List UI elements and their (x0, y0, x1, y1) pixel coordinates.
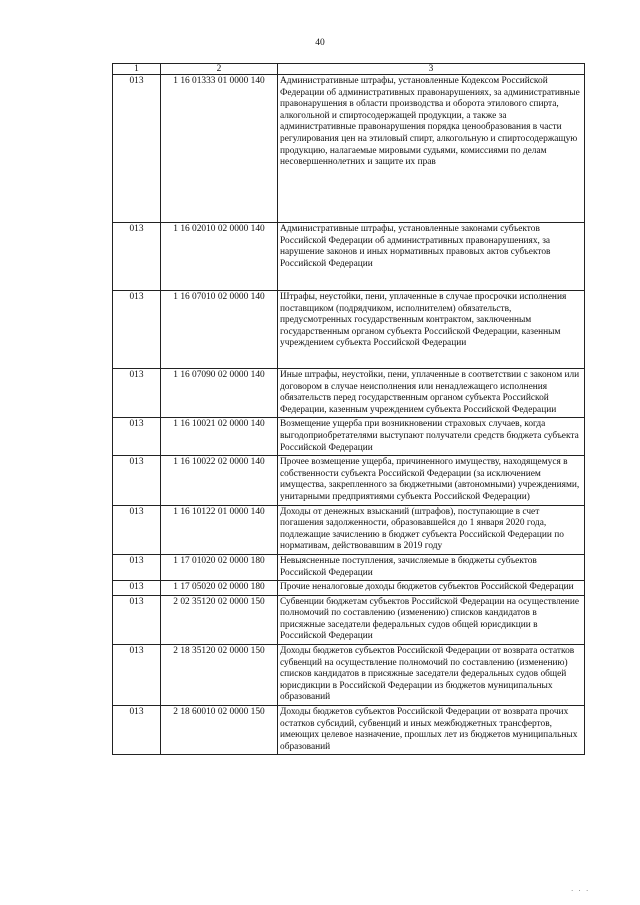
budget-code-cell: 1 16 07090 02 0000 140 (161, 369, 278, 418)
admin-code-cell: 013 (113, 581, 161, 596)
admin-code-cell: 013 (113, 369, 161, 418)
admin-code-cell: 013 (113, 456, 161, 505)
admin-code-cell: 013 (113, 223, 161, 291)
column-header-1: 1 (113, 64, 161, 75)
table-row (113, 505, 585, 554)
admin-code-cell: 013 (113, 706, 161, 755)
admin-code-cell: 013 (113, 645, 161, 706)
column-header-3: 3 (278, 64, 585, 75)
revenue-name-cell: Доходы бюджетов субъектов Российской Федерации от возврата остатков субвенций на осуществление полномочий по составлению (изменению) списков кандидатов в присяжные заседатели федеральных судов общей юрисдикции в Российской Федерации из бюджетов муниципальных образований (278, 645, 585, 706)
budget-code-cell: 1 17 01020 02 0000 180 (161, 554, 278, 580)
admin-code-cell: 013 (113, 291, 161, 369)
budget-code-cell: 1 16 10022 02 0000 140 (161, 456, 278, 505)
admin-code-cell: 013 (113, 505, 161, 554)
table-row (113, 554, 585, 580)
revenue-name-cell: Иные штрафы, неустойки, пени, уплаченные в соответствии с законом или договором в случае неисполнения или ненадлежащего исполнения обязательств перед государственным органом субъекта Российской Федерации, казенным учреждением субъекта Российской Федерации (278, 369, 585, 418)
admin-code-cell: 013 (113, 418, 161, 456)
table-row (113, 706, 585, 755)
table-header-row (113, 64, 585, 75)
table-row (113, 75, 585, 223)
revenue-name-cell: Доходы от денежных взысканий (штрафов), поступающие в счет погашения задолженности, образовавшейся до 1 января 2020 года, подлежащие зачислению в бюджет субъекта Российской Федерации по нормативам, действовавшим в 2019 году (278, 505, 585, 554)
revenue-name-cell: Невыясненные поступления, зачисляемые в бюджеты субъектов Российской Федерации (278, 554, 585, 580)
revenue-codes-table (112, 63, 585, 755)
budget-code-cell: 1 16 02010 02 0000 140 (161, 223, 278, 291)
budget-code-cell: 1 16 10122 01 0000 140 (161, 505, 278, 554)
budget-code-cell: 2 18 60010 02 0000 150 (161, 706, 278, 755)
budget-code-cell: 2 18 35120 02 0000 150 (161, 645, 278, 706)
budget-code-cell: 1 17 05020 02 0000 180 (161, 581, 278, 596)
column-header-2: 2 (161, 64, 278, 75)
revenue-name-cell: Субвенции бюджетам субъектов Российской Федерации на осуществление полномочий по составлению (изменению) списков кандидатов в присяжные заседатели федеральных судов общей юрисдикции в Российской Федерации (278, 595, 585, 644)
table-row (113, 369, 585, 418)
admin-code-cell: 013 (113, 554, 161, 580)
revenue-name-cell: Административные штрафы, установленные законами субъектов Российской Федерации об административных правонарушениях, за нарушение законов и иных нормативных правовых актов субъектов Российской Федерации (278, 223, 585, 291)
revenue-name-cell: Доходы бюджетов субъектов Российской Федерации от возврата прочих остатков субсидий, субвенций и иных межбюджетных трансфертов, имеющих целевое назначение, прошлых лет из бюджетов муниципальных образований (278, 706, 585, 755)
revenue-name-cell: Штрафы, неустойки, пени, уплаченные в случае просрочки исполнения поставщиком (подрядчиком, исполнителем) обязательств, предусмотренных государственным контрактом, заключенным государственным органом субъекта Российской Федерации, казенным учреждением субъекта Российской Федерации (278, 291, 585, 369)
admin-code-cell: 013 (113, 595, 161, 644)
table-row (113, 291, 585, 369)
budget-code-cell: 1 16 10021 02 0000 140 (161, 418, 278, 456)
revenue-name-cell: Административные штрафы, установленные Кодексом Российской Федерации об административных правонарушениях, за административные правонарушения в области производства и оборота этилового спирта, алкогольной и спиртосодержащей продукции, а также за административные правонарушения порядка ценообразования в части регулирования цен на этиловый спирт, алкогольную и спиртосодержащую продукцию, налагаемые мировыми судьями, комиссиями по делам несовершеннолетних и защите их прав (278, 75, 585, 223)
admin-code-cell: 013 (113, 75, 161, 223)
corner-mark: . . . (571, 885, 590, 893)
revenue-name-cell: Возмещение ущерба при возникновении страховых случаев, когда выгодоприобретателями выступают получатели средств бюджета субъекта Российской Федерации (278, 418, 585, 456)
table-row (113, 456, 585, 505)
revenue-name-cell: Прочее возмещение ущерба, причиненного имуществу, находящемуся в собственности субъекта Российской Федерации (за исключением имущества, закрепленного за бюджетными (автономными) учреждениями, унитарными предприятиями субъекта Российской Федерации) (278, 456, 585, 505)
revenue-name-cell: Прочие неналоговые доходы бюджетов субъектов Российской Федерации (278, 581, 585, 596)
page-number: 40 (315, 38, 325, 48)
budget-code-cell: 1 16 01333 01 0000 140 (161, 75, 278, 223)
table-row (113, 595, 585, 644)
table-row (113, 581, 585, 596)
table-row (113, 418, 585, 456)
table-row (113, 645, 585, 706)
budget-code-cell: 2 02 35120 02 0000 150 (161, 595, 278, 644)
budget-code-cell: 1 16 07010 02 0000 140 (161, 291, 278, 369)
table-row (113, 223, 585, 291)
